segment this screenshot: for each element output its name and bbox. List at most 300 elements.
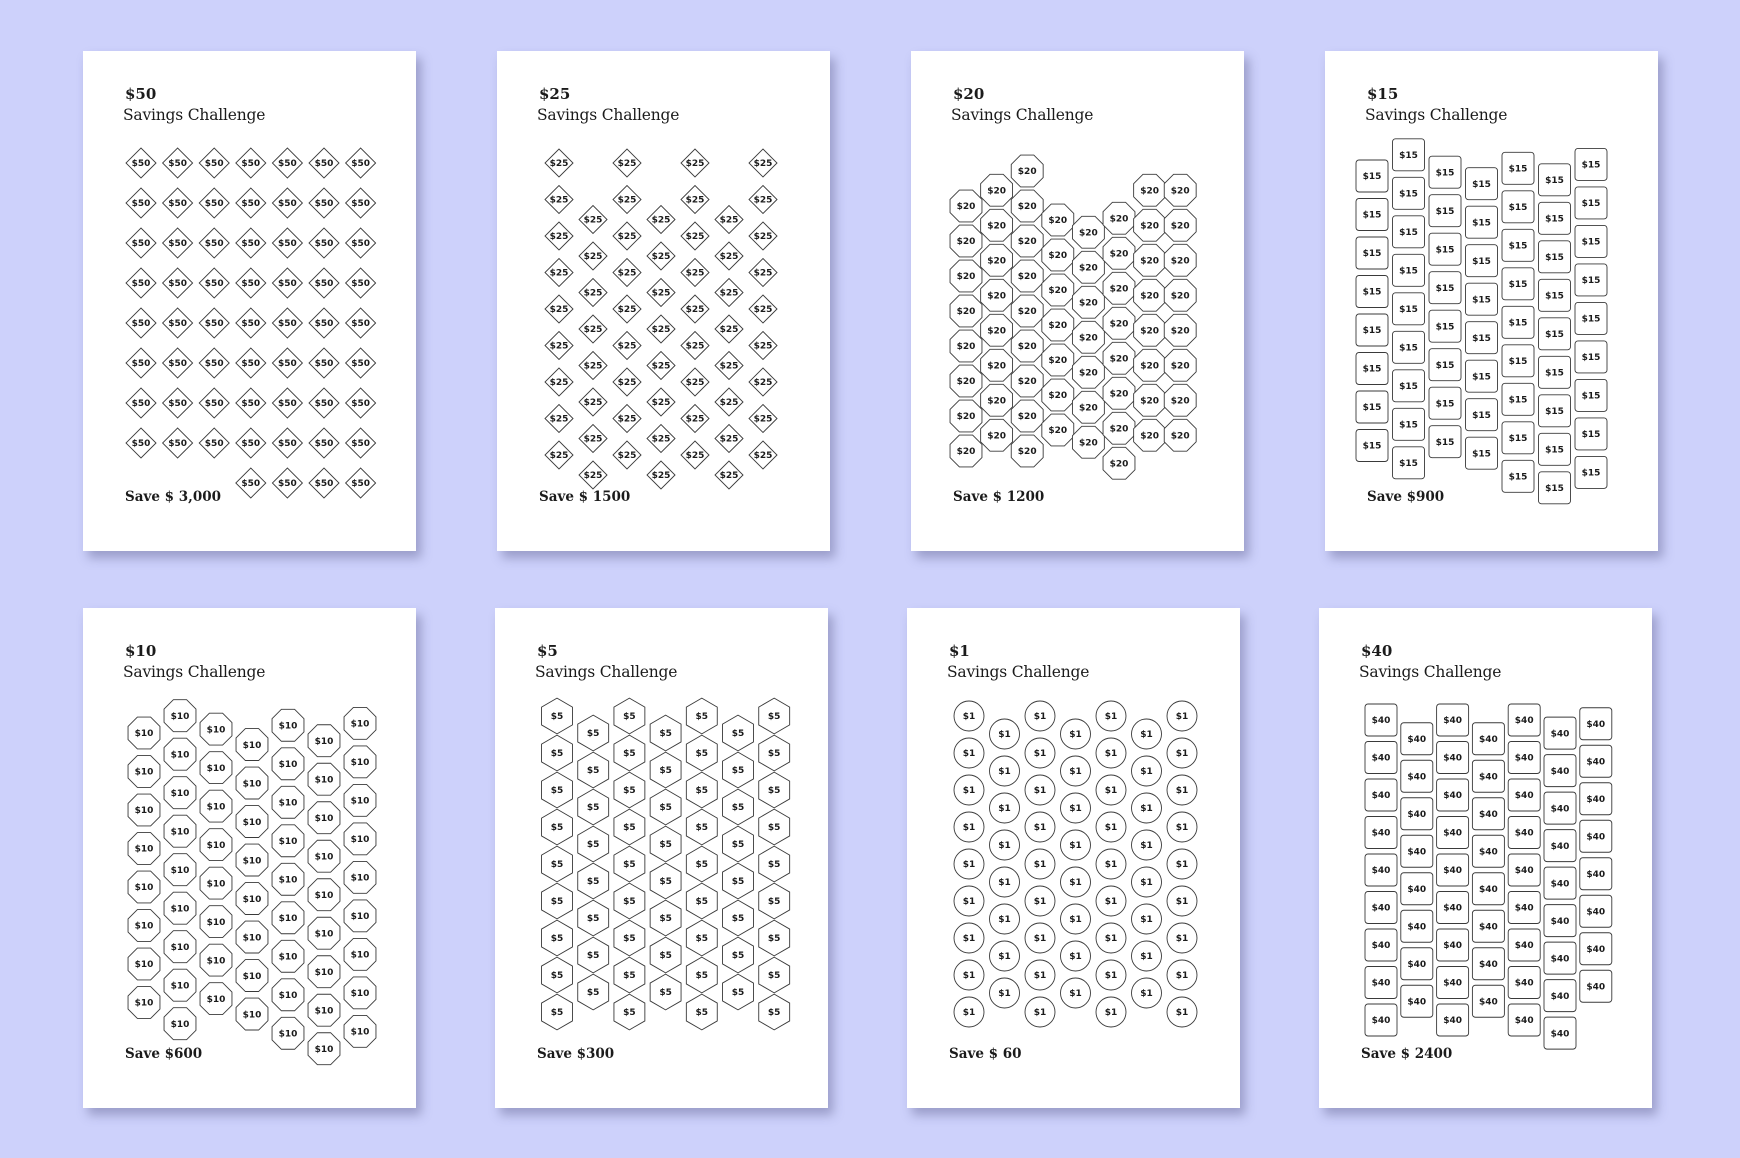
savings-badge [990, 756, 1020, 786]
savings-badge [1096, 997, 1126, 1027]
savings-tracker-grid [495, 608, 828, 1108]
badge-label: $5 [695, 712, 709, 723]
savings-badge [681, 295, 709, 323]
badge-label: $5 [550, 749, 564, 760]
badge-label: $50 [168, 279, 187, 290]
badge-label: $25 [719, 288, 739, 299]
save-total: Save $600 [125, 1046, 203, 1062]
badge-label: $1 [1175, 1008, 1189, 1019]
badge-label: $10 [170, 827, 190, 838]
badge-label: $1 [1033, 897, 1047, 908]
savings-badge [545, 222, 573, 250]
savings-badge [1025, 960, 1055, 990]
badge-label: $25 [685, 159, 705, 170]
badge-label: $10 [314, 967, 334, 978]
savings-badge [647, 279, 675, 307]
badge-label: $20 [987, 221, 1006, 232]
savings-badge [686, 809, 717, 845]
savings-badge [1437, 892, 1469, 924]
badge-label: $40 [1586, 869, 1606, 880]
savings-badge [1134, 244, 1166, 276]
badge-label: $25 [719, 325, 739, 336]
savings-badge [715, 461, 743, 489]
badge-label: $15 [1545, 214, 1564, 225]
badge-label: $5 [586, 840, 600, 851]
savings-badge [236, 767, 268, 799]
badge-label: $10 [314, 929, 334, 940]
savings-badge [950, 225, 982, 257]
badge-label: $1 [1069, 841, 1082, 852]
badge-label: $5 [586, 766, 600, 777]
savings-badge [1502, 152, 1534, 184]
badge-label: $15 [1545, 484, 1564, 495]
savings-badge [309, 188, 339, 218]
savings-badge [981, 349, 1013, 381]
badge-label: $1 [1175, 934, 1189, 945]
badge-label: $5 [586, 914, 600, 925]
savings-badge [128, 794, 160, 826]
challenge-sheet-25 [497, 51, 830, 551]
savings-badge [200, 983, 232, 1015]
savings-badge [1167, 886, 1197, 916]
savings-badge [236, 388, 266, 418]
badge-label: $20 [1140, 221, 1159, 232]
badge-label: $20 [1140, 256, 1159, 267]
savings-badge [309, 468, 339, 498]
savings-badge [1393, 408, 1425, 440]
badge-label: $40 [1586, 719, 1606, 730]
badge-label: $5 [623, 897, 636, 908]
savings-badge [1502, 345, 1534, 377]
badge-label: $25 [651, 471, 671, 482]
badge-label: $1 [1175, 971, 1189, 982]
savings-badge [1072, 286, 1104, 318]
savings-badge [990, 978, 1020, 1008]
badge-label: $10 [278, 1029, 298, 1040]
savings-badge [1356, 276, 1388, 308]
savings-badge [647, 206, 675, 234]
badge-label: $20 [956, 377, 976, 388]
savings-badge [578, 937, 609, 973]
badge-label: $5 [586, 951, 600, 962]
badge-label: $25 [685, 305, 705, 316]
savings-badge [1042, 344, 1074, 376]
savings-badge [1508, 704, 1540, 736]
savings-badge [1132, 719, 1162, 749]
badge-label: $20 [1079, 333, 1098, 344]
savings-badge [344, 861, 376, 893]
badge-label: $50 [131, 159, 151, 170]
savings-badge [1502, 229, 1534, 261]
badge-label: $10 [134, 806, 154, 817]
badge-label: $50 [314, 199, 334, 210]
savings-badge [954, 701, 984, 731]
badge-label: $15 [1435, 245, 1455, 256]
savings-badge [1096, 738, 1126, 768]
savings-badge [1011, 400, 1043, 432]
savings-badge [542, 846, 573, 882]
badge-label: $20 [1140, 186, 1159, 197]
badge-label: $40 [1407, 959, 1427, 970]
badge-label: $25 [583, 215, 603, 226]
badge-label: $5 [731, 951, 745, 962]
badge-label: $50 [351, 359, 370, 370]
savings-badge [272, 979, 304, 1011]
badge-label: $10 [134, 729, 154, 740]
savings-badge [1096, 886, 1126, 916]
badge-label: $10 [314, 813, 334, 824]
savings-badge [950, 400, 982, 432]
savings-badge [1437, 779, 1469, 811]
savings-tracker-grid [907, 608, 1240, 1108]
badge-label: $25 [685, 378, 705, 389]
savings-badge [614, 698, 645, 734]
savings-badge [613, 259, 641, 287]
badge-label: $15 [1508, 241, 1528, 252]
savings-badge [344, 900, 376, 932]
savings-badge [749, 332, 777, 360]
savings-badge [1103, 342, 1135, 374]
badge-label: $20 [1140, 396, 1159, 407]
save-total: Save $ 1500 [539, 489, 631, 505]
savings-badge [308, 1033, 340, 1065]
savings-badge [647, 425, 675, 453]
savings-badge [236, 921, 268, 953]
savings-badge [1580, 783, 1612, 815]
savings-badge [272, 388, 302, 418]
badge-label: $5 [731, 840, 745, 851]
badge-label: $50 [241, 399, 261, 410]
badge-label: $10 [278, 760, 298, 771]
savings-badge [1575, 418, 1607, 450]
savings-badge [613, 295, 641, 323]
savings-badge [954, 923, 984, 953]
savings-badge [1072, 321, 1104, 353]
badge-label: $20 [1140, 361, 1159, 372]
savings-badge [578, 752, 609, 788]
badge-label: $50 [131, 199, 151, 210]
savings-badge [1466, 399, 1498, 431]
badge-label: $40 [1371, 791, 1391, 802]
savings-badge [1011, 295, 1043, 327]
badge-label: $40 [1443, 978, 1462, 989]
savings-badge [272, 863, 304, 895]
savings-badge [1472, 985, 1504, 1017]
badge-label: $5 [550, 1008, 564, 1019]
badge-label: $15 [1581, 391, 1601, 402]
savings-badge [686, 883, 717, 919]
savings-badge [1167, 849, 1197, 879]
savings-badge [1544, 1017, 1576, 1049]
savings-badge [272, 428, 302, 458]
savings-badge [647, 315, 675, 343]
savings-badge [346, 268, 376, 298]
badge-label: $25 [685, 232, 705, 243]
savings-badge [1103, 202, 1135, 234]
savings-badge [1356, 353, 1388, 385]
savings-badge [578, 789, 609, 825]
challenge-sheet-1 [907, 608, 1240, 1108]
savings-badge [1134, 209, 1166, 241]
badge-label: $40 [1479, 997, 1498, 1008]
badge-label: $15 [1472, 256, 1491, 267]
badge-label: $10 [206, 802, 226, 813]
badge-label: $10 [314, 1044, 334, 1055]
badge-label: $50 [314, 439, 334, 450]
badge-label: $15 [1545, 407, 1564, 418]
badge-label: $40 [1514, 716, 1534, 727]
savings-badge [542, 809, 573, 845]
savings-badge [1429, 233, 1461, 265]
badge-label: $1 [1140, 989, 1153, 1000]
badge-label: $15 [1435, 283, 1455, 294]
savings-badge [199, 228, 229, 258]
savings-badge [272, 748, 304, 780]
savings-badge [579, 206, 607, 234]
savings-badge [344, 707, 376, 739]
savings-badge [1134, 314, 1166, 346]
badge-label: $20 [1079, 438, 1098, 449]
savings-badge [200, 752, 232, 784]
savings-badge [545, 441, 573, 469]
savings-badge [1544, 905, 1576, 937]
badge-label: $50 [204, 239, 224, 250]
savings-badge [1429, 195, 1461, 227]
savings-badge [1103, 237, 1135, 269]
badge-label: $20 [1079, 228, 1098, 239]
badge-label: $50 [168, 359, 187, 370]
sheet-title: Savings Challenge [947, 663, 1090, 681]
badge-label: $50 [131, 359, 151, 370]
savings-badge [542, 735, 573, 771]
badge-label: $50 [241, 359, 261, 370]
sheet-title: Savings Challenge [535, 663, 678, 681]
badge-label: $5 [767, 823, 781, 834]
savings-badge [1508, 854, 1540, 886]
badge-label: $50 [278, 359, 297, 370]
badge-label: $15 [1399, 151, 1418, 162]
savings-badge [1072, 391, 1104, 423]
savings-badge [990, 719, 1020, 749]
badge-label: $40 [1550, 991, 1570, 1002]
badge-label: $40 [1586, 794, 1606, 805]
badge-label: $20 [1017, 447, 1037, 458]
badge-label: $25 [719, 361, 739, 372]
savings-badge [1164, 209, 1196, 241]
savings-badge [990, 793, 1020, 823]
savings-badge [346, 228, 376, 258]
savings-badge [1508, 742, 1540, 774]
savings-badge [308, 725, 340, 757]
savings-badge [579, 461, 607, 489]
badge-label: $20 [1079, 263, 1098, 274]
badge-label: $25 [719, 471, 739, 482]
savings-badge [1502, 191, 1534, 223]
savings-badge [1061, 793, 1091, 823]
badge-label: $15 [1472, 179, 1491, 190]
savings-badge [344, 938, 376, 970]
savings-badge [1580, 820, 1612, 852]
savings-badge [542, 698, 573, 734]
savings-badge [579, 315, 607, 343]
savings-badge [309, 308, 339, 338]
badge-label: $40 [1407, 884, 1427, 895]
savings-badge [1025, 849, 1055, 879]
savings-badge [715, 242, 743, 270]
badge-label: $15 [1508, 318, 1528, 329]
badge-label: $10 [134, 960, 154, 971]
savings-badge [272, 1017, 304, 1049]
badge-label: $10 [242, 1010, 262, 1021]
badge-label: $25 [549, 341, 569, 352]
savings-badge [1356, 199, 1388, 231]
badge-label: $20 [956, 412, 976, 423]
badge-label: $20 [987, 186, 1006, 197]
badge-label: $1 [1140, 915, 1153, 926]
badge-label: $10 [206, 917, 226, 928]
badge-label: $25 [549, 268, 569, 279]
badge-label: $1 [1104, 1008, 1118, 1019]
badge-label: $15 [1472, 333, 1491, 344]
badge-label: $15 [1581, 353, 1601, 364]
badge-label: $25 [685, 195, 705, 206]
badge-label: $20 [1017, 202, 1037, 213]
badge-label: $1 [1069, 730, 1082, 741]
badge-label: $1 [1175, 897, 1189, 908]
savings-badge [950, 190, 982, 222]
save-total: Save $900 [1367, 489, 1445, 505]
savings-tracker-grid [83, 51, 416, 551]
savings-badge [1025, 886, 1055, 916]
badge-label: $20 [1048, 321, 1068, 332]
badge-label: $40 [1514, 978, 1534, 989]
savings-badge [950, 330, 982, 362]
savings-badge [236, 960, 268, 992]
savings-badge [1580, 895, 1612, 927]
sheet-amount: $20 [953, 85, 985, 103]
savings-badge [346, 348, 376, 378]
savings-badge [650, 752, 681, 788]
badge-label: $1 [998, 841, 1011, 852]
badge-label: $25 [583, 361, 603, 372]
badge-label: $1 [1104, 749, 1118, 760]
savings-badge [199, 348, 229, 378]
savings-badge [1466, 437, 1498, 469]
savings-badge [1025, 701, 1055, 731]
badge-label: $15 [1435, 399, 1455, 410]
savings-badge [236, 348, 266, 378]
badge-label: $25 [583, 471, 603, 482]
badge-label: $10 [242, 933, 262, 944]
badge-label: $25 [583, 398, 603, 409]
savings-badge [1575, 187, 1607, 219]
badge-label: $40 [1371, 866, 1391, 877]
savings-badge [1072, 356, 1104, 388]
savings-badge [650, 900, 681, 936]
badge-label: $25 [685, 451, 705, 462]
savings-badge [128, 910, 160, 942]
savings-badge [614, 772, 645, 808]
badge-label: $20 [1170, 431, 1190, 442]
badge-label: $40 [1371, 828, 1391, 839]
savings-badge [1393, 216, 1425, 248]
badge-label: $50 [314, 319, 334, 330]
badge-label: $10 [350, 835, 370, 846]
savings-badge [126, 268, 156, 298]
savings-badge [1134, 174, 1166, 206]
badge-label: $5 [731, 766, 745, 777]
savings-badge [272, 228, 302, 258]
badge-label: $1 [962, 712, 976, 723]
badge-label: $1 [1140, 952, 1153, 963]
savings-badge [164, 777, 196, 809]
badge-label: $25 [617, 341, 637, 352]
savings-badge [1472, 873, 1504, 905]
savings-badge [681, 259, 709, 287]
savings-badge [126, 348, 156, 378]
badge-label: $5 [767, 971, 781, 982]
savings-badge [164, 700, 196, 732]
badge-label: $20 [1109, 424, 1129, 435]
savings-badge [1437, 704, 1469, 736]
savings-badge [1544, 830, 1576, 862]
challenge-sheet-5 [495, 608, 828, 1108]
badge-label: $20 [956, 447, 976, 458]
badge-label: $40 [1443, 941, 1462, 952]
badge-label: $5 [767, 1008, 781, 1019]
savings-badge [1544, 980, 1576, 1012]
savings-badge [545, 295, 573, 323]
savings-badge [749, 186, 777, 214]
badge-label: $20 [1017, 272, 1037, 283]
badge-label: $40 [1479, 884, 1498, 895]
savings-badge [163, 228, 193, 258]
savings-badge [1472, 798, 1504, 830]
badge-label: $40 [1550, 916, 1570, 927]
savings-badge [1539, 164, 1571, 196]
badge-label: $40 [1550, 879, 1570, 890]
badge-label: $1 [1104, 712, 1118, 723]
badge-label: $20 [987, 361, 1006, 372]
badge-label: $20 [1109, 354, 1129, 365]
badge-label: $1 [1069, 767, 1082, 778]
badge-label: $5 [767, 897, 781, 908]
badge-label: $15 [1435, 437, 1455, 448]
savings-badge [981, 419, 1013, 451]
savings-badge [126, 308, 156, 338]
badge-label: $5 [767, 860, 781, 871]
savings-badge [981, 384, 1013, 416]
badge-label: $1 [998, 915, 1011, 926]
savings-badge [1167, 812, 1197, 842]
savings-badge [614, 846, 645, 882]
badge-label: $1 [1033, 860, 1047, 871]
savings-badge [128, 987, 160, 1019]
savings-badge [1429, 349, 1461, 381]
badge-label: $15 [1581, 237, 1601, 248]
sheet-title: Savings Challenge [1359, 663, 1502, 681]
badge-label: $10 [170, 788, 190, 799]
savings-badge [545, 186, 573, 214]
badge-label: $50 [241, 199, 261, 210]
badge-label: $20 [1017, 342, 1037, 353]
badge-label: $10 [278, 798, 298, 809]
savings-badge [1061, 756, 1091, 786]
savings-badge [346, 188, 376, 218]
badge-label: $50 [278, 279, 297, 290]
badge-label: $20 [987, 256, 1006, 267]
savings-badge [681, 441, 709, 469]
